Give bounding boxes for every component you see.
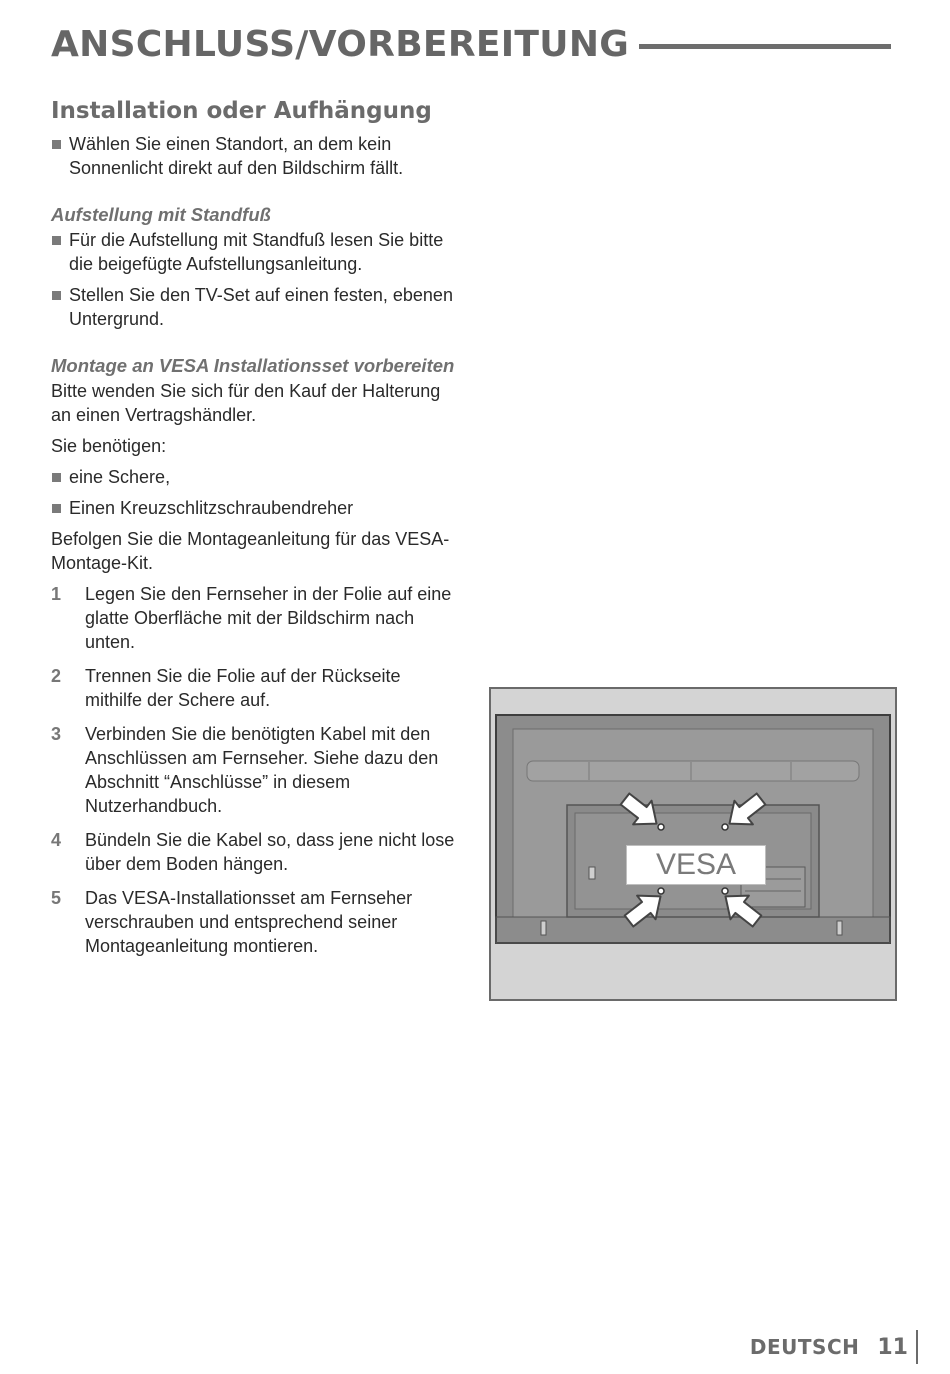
bullet-text: Wählen Sie einen Standort, an dem kein Sonnenlicht direkt auf den Bildschirm fällt. — [69, 134, 404, 178]
step-text: Legen Sie den Fernseher in der Folie auf eine glatte Oberfläche mit der Bildschirm nach unten. — [85, 584, 452, 652]
bullet-item — [51, 132, 461, 180]
text-column — [51, 96, 461, 958]
stand-heading: Aufstellung mit Standfuß — [51, 204, 271, 225]
page-number: 11 — [877, 1334, 908, 1360]
paragraph: Befolgen Sie die Montageanleitung für das VESA-Montage-Kit. — [51, 529, 450, 573]
step-number: 1 — [51, 584, 62, 604]
step-text: Das VESA-Installationsset am Fernseher verschrauben und entsprechend seiner Montageanleitung montieren. — [85, 888, 413, 956]
bullet-square-icon — [52, 140, 61, 149]
step-item — [51, 722, 461, 818]
step-text: Bündeln Sie die Kabel so, dass jene nicht lose über dem Boden hängen. — [85, 830, 455, 874]
footer-language: DEUTSCH — [749, 1335, 860, 1359]
bullet-text: Stellen Sie den TV-Set auf einen festen, ebenen Untergrund. — [69, 285, 453, 329]
step-number: 5 — [51, 888, 62, 908]
step-number: 3 — [51, 724, 62, 744]
vesa-heading: Montage an VESA Installationsset vorbereiten — [51, 355, 455, 376]
page-header — [51, 22, 891, 66]
step-item — [51, 828, 461, 876]
header-rule — [639, 44, 891, 49]
tv-back-drawing — [491, 689, 895, 999]
step-item — [51, 886, 461, 958]
paragraph: Sie benötigen: — [51, 436, 167, 456]
bullet-item — [51, 496, 461, 520]
vesa-label: VESA — [626, 845, 766, 885]
bullet-text: Für die Aufstellung mit Standfuß lesen Sie bitte die beigefügte Aufstellungsanleitung. — [69, 230, 444, 274]
footer-rule — [916, 1330, 918, 1364]
bullet-square-icon — [52, 236, 61, 245]
bullet-item — [51, 228, 461, 276]
step-number: 4 — [51, 830, 62, 850]
bullet-text: Einen Kreuzschlitzschraubendreher — [69, 498, 354, 518]
bullet-square-icon — [52, 291, 61, 300]
bullet-item — [51, 283, 461, 331]
paragraph: Bitte wenden Sie sich für den Kauf der Halterung an einen Vertragshändler. — [51, 381, 441, 425]
step-item — [51, 582, 461, 654]
bullet-square-icon — [52, 504, 61, 513]
bullet-item — [51, 465, 461, 489]
bullet-text: eine Schere, — [69, 467, 171, 487]
step-number: 2 — [51, 666, 62, 686]
step-text: Verbinden Sie die benötigten Kabel mit den Anschlüssen am Fernseher. Siehe dazu den Abschnitt “Anschlüsse” in diesem Nutzerhandbuch. — [85, 724, 439, 816]
tv-back-illustration — [489, 687, 897, 1001]
step-item — [51, 664, 461, 712]
bullet-square-icon — [52, 473, 61, 482]
page-title: ANSCHLUSS/VORBEREITUNG — [51, 23, 630, 65]
step-text: Trennen Sie die Folie auf der Rückseite mithilfe der Schere auf. — [85, 666, 401, 710]
section-heading: Installation oder Aufhängung — [51, 98, 432, 124]
page-footer — [750, 1330, 918, 1364]
